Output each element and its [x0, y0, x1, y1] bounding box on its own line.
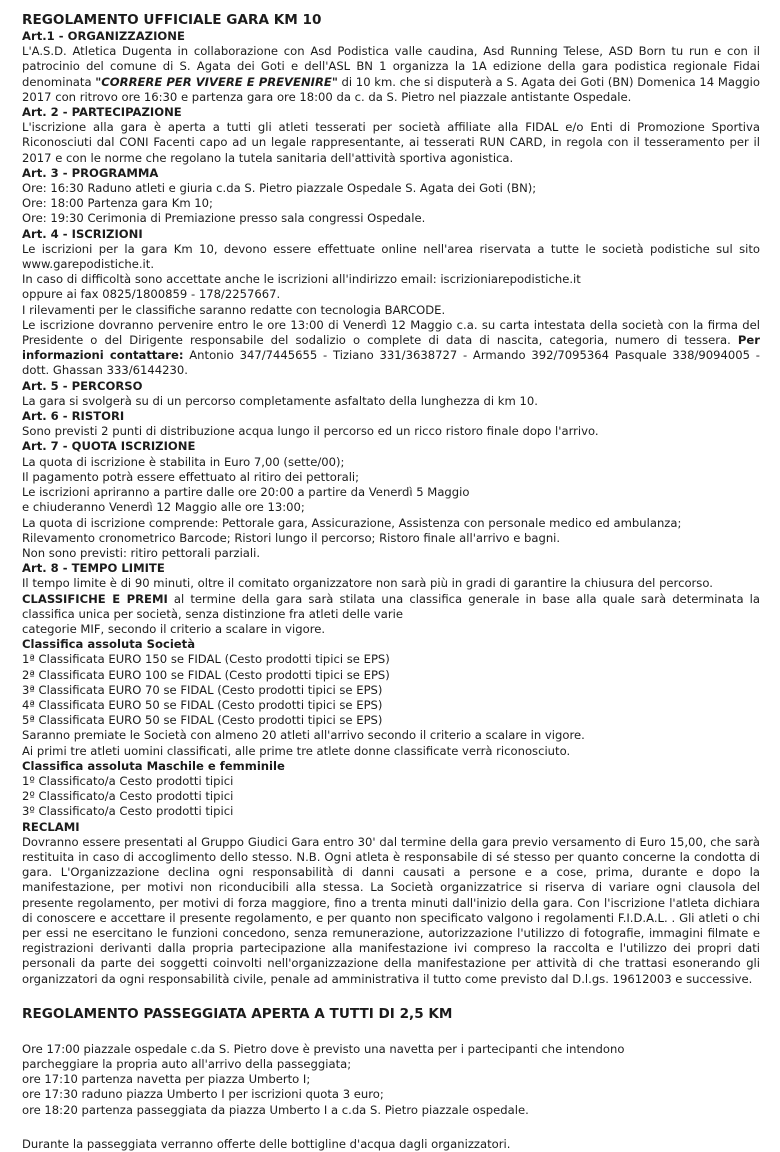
info-contact-label: Per informazioni contattare: [22, 333, 760, 363]
art6-heading: Art. 6 - RISTORI [22, 409, 125, 424]
art7-line: Non sono previsti: ritiro pettorali parziali. [22, 545, 261, 560]
art4-paragraph: In caso di difficoltà sono accettate anche le iscrizioni all'indirizzo email: iscrizioniarepodistiche.it [22, 272, 581, 287]
societa-ranking-line: 3ª Classificata EURO 70 se FIDAL (Cesto prodotti tipici se EPS) [22, 682, 383, 697]
art5-heading: Art. 5 - PERCORSO [22, 378, 143, 393]
art1-text-b: di 10 km. che si disputerà a S. Agata dei Goti (BN) Domenica 14 Maggio 2017 con ritrovo ore 16:30 e partenza gara ore 18:00 da c. da S. Pietro nel piazzale antistante Ospedale. [22, 74, 760, 104]
societa-ranking-line: 1ª Classificata EURO 150 se FIDAL (Cesto prodotti tipici se EPS) [22, 652, 390, 667]
section-spacer [22, 1023, 760, 1042]
classifiche-paragraph [22, 592, 760, 622]
event-name: "CORRERE PER VIVERE E PREVENIRE" [95, 74, 338, 89]
art3-line: Ore: 16:30 Raduno atleti e giuria c.da S. Pietro piazzale Ospedale S. Agata dei Goti (BN); [22, 181, 537, 196]
passeggiata-line: ore 17:30 raduno piazza Umberto I per iscrizioni quota 3 euro; [22, 1087, 384, 1102]
mf-ranking-line: 1º Classificato/a Cesto prodotti tipici [22, 773, 234, 788]
societa-ranking-line: 2ª Classificata EURO 100 se FIDAL (Cesto prodotti tipici se EPS) [22, 667, 390, 682]
passeggiata-line: ore 17:10 partenza navetta per piazza Umberto I; [22, 1072, 311, 1087]
info-contact-text: Antonio 347/7445655 - Tiziano 331/3638727 - Armando 392/7095364 Pasquale 338/9094005 - dott. Ghassan 333/6144230. [22, 348, 760, 378]
classifiche-text-b: categorie MIF, secondo il criterio a scalare in vigore. [22, 621, 326, 636]
reclami-text: Dovranno essere presentati al Gruppo Giudici Gara entro 30' dal termine della gara previo versamento di Euro 15,00, che sarà restituita in caso di accoglimento dello stesso. N.B. Ogni atleta è responsabile di sé stesso per quanto concerne la condotta di gara. L'Organizzazione declina ogni responsabilità di danni causati a persone e a cose, prima, durante e dopo la manifestazione, per motivi non riconducibili alla stessa. La Società organizzatrice si riserva di variare ogni clausola del presente regolamento, per motivi di forza maggiore, fino a trenta minuti dall'inizio della gara. Con l'iscrizione l'atleta dichiara di conoscere e accettare il presente regolamento, e per quanto non specificato valgono i regolamenti F.I.D.A.L. . Gli atleti o chi per essi ne esercitano le funzioni concedono, senza remunerazione, autorizzazione l'utilizzo di fotografie, immagini filmate e registrazioni derivanti dalla propria partecipazione alla manifestazione ivi compreso la raccolta e l'utilizzo dei propri dati personali da parte dei soggetti coinvolti nell'organizzazione della manifestazione per attività di che trattasi esonerando gli organizzatori da ogni responsabilità civile, penale ad amministrativa il tutto come previsto dal D.l.gs. 19612003 e successive. [22, 834, 760, 986]
societa-ranking-line: 5ª Classificata EURO 50 se FIDAL (Cesto prodotti tipici se EPS) [22, 713, 383, 728]
art2-heading: Art. 2 - PARTECIPAZIONE [22, 105, 182, 120]
passeggiata-line: Ore 17:00 piazzale ospedale c.da S. Pietro dove è previsto una navetta per i partecipanti che intendono [22, 1041, 625, 1056]
section-spacer [22, 1118, 760, 1137]
art1-heading: Art.1 - ORGANIZZAZIONE [22, 29, 185, 43]
art3-line: Ore: 18:00 Partenza gara Km 10; [22, 196, 213, 211]
classifiche-label: CLASSIFICHE E PREMI [22, 591, 168, 606]
art3-line: Ore: 19:30 Cerimonia di Premiazione presso sala congressi Ospedale. [22, 211, 426, 226]
passeggiata-line: parcheggiare la propria auto all'arrivo della passeggiata; [22, 1057, 352, 1071]
art7-line: Rilevamento cronometrico Barcode; Ristori lungo il percorso; Ristoro finale all'arrivo e bagni. [22, 530, 561, 545]
art4-deadline-paragraph [22, 318, 760, 379]
mf-ranking-line: 3º Classificato/a Cesto prodotti tipici [22, 804, 234, 819]
document-title: REGOLAMENTO UFFICIALE GARA KM 10 [22, 12, 322, 28]
passeggiata-line: ore 18:20 partenza passeggiata da piazza Umberto I a c.da S. Pietro piazzale ospedale. [22, 1102, 529, 1117]
art3-heading: Art. 3 - PROGRAMMA [22, 165, 159, 180]
art8-text: Il tempo limite è di 90 minuti, oltre il comitato organizzatore non sarà più in gradi di garantire la chiusura del percorso. [22, 576, 713, 591]
art2-text: L'iscrizione alla gara è aperta a tutti gli atleti tesserati per società affiliate alla FIDAL e/o Enti di Promozione Sportiva Riconosciuti dal CONI Facenti capo ad un legale rappresentante, ai tesserati RUN CARD, in regola con il tesseramento per il 2017 e con le norme che regolano la tutela sanitaria dell'attività sportiva agonistica. [22, 120, 760, 165]
classifiche-note: Ai primi tre atleti uomini classificati, alle prime tre atlete donne classificate verrà riconosciuto. [22, 743, 571, 758]
art5-text: La gara si svolgerà su di un percorso completamente asfaltato della lunghezza di km 10. [22, 393, 538, 408]
art1-text-a: L'A.S.D. Atletica Dugenta in collaborazione con Asd Podistica valle caudina, Asd Running Telese, ASD Born tu run e con il patrocinio del comune di S. Agata dei Goti e dell'ASL BN 1 organizza la 1A edizione della gara podistica regionale Fidai denominata [22, 44, 760, 89]
art4-heading: Art. 4 - ISCRIZIONI [22, 226, 143, 241]
societa-ranking-heading: Classifica assoluta Società [22, 637, 196, 652]
mf-ranking-heading: Classifica assoluta Maschile e femminile [22, 758, 285, 773]
art7-line: Le iscrizioni apriranno a partire dalle ore 20:00 a partire da Venerdì 5 Maggio [22, 485, 470, 500]
section-spacer [22, 987, 760, 1006]
art4-paragraph: Le iscrizioni per la gara Km 10, devono essere effettuate online nell'area riservata a tutte le società podistiche sul sito www.garepodistiche.it. [22, 241, 760, 272]
classifiche-text-a: al termine della gara sarà stilata una classifica generale in base alla quale sarà determinata la classifica unica per società, senza distinzione fra atleti delle varie [22, 591, 760, 621]
regulation-document [22, 12, 760, 1152]
art6-text: Sono previsti 2 punti di distribuzione acqua lungo il percorso ed un ricco ristoro finale dopo l'arrivo. [22, 424, 599, 439]
art7-line: e chiuderanno Venerdì 12 Maggio alle ore 13:00; [22, 500, 305, 515]
passeggiata-title: REGOLAMENTO PASSEGGIATA APERTA A TUTTI DI 2,5 KM [22, 1005, 453, 1022]
art1-text [22, 44, 760, 105]
art4-paragraph: oppure ai fax 0825/1800859 - 178/2257667. [22, 287, 281, 302]
art7-line: La quota di iscrizione è stabilita in Euro 7,00 (sette/00); [22, 454, 345, 469]
art7-heading: Art. 7 - QUOTA ISCRIZIONE [22, 439, 196, 454]
art7-line: La quota di iscrizione comprende: Pettorale gara, Assicurazione, Assistenza con personale medico ed ambulanza; [22, 515, 682, 530]
passeggiata-closing: Durante la passeggiata verranno offerte delle bottigline d'acqua dagli organizzatori. [22, 1136, 511, 1151]
mf-ranking-line: 2º Classificato/a Cesto prodotti tipici [22, 789, 234, 804]
art4-deadline-text: Le iscrizione dovranno pervenire entro le ore 13:00 di Venerdì 12 Maggio c.a. su carta intestata della società con la firma del Presidente o del Dirigente responsabile del sodalizio o complete di data di nascita, categoria, numero di tessera. [22, 317, 760, 348]
reclami-heading: RECLAMI [22, 819, 80, 834]
art4-paragraph: I rilevamenti per le classifiche saranno redatte con tecnologia BARCODE. [22, 302, 446, 317]
art8-heading: Art. 8 - TEMPO LIMITE [22, 561, 165, 576]
societa-ranking-line: 4ª Classificata EURO 50 se FIDAL (Cesto prodotti tipici se EPS) [22, 697, 383, 712]
classifiche-note: Saranno premiate le Società con almeno 20 atleti all'arrivo secondo il criterio a scalare in vigore. [22, 728, 585, 743]
art7-line: Il pagamento potrà essere effettuato al ritiro dei pettorali; [22, 469, 360, 484]
